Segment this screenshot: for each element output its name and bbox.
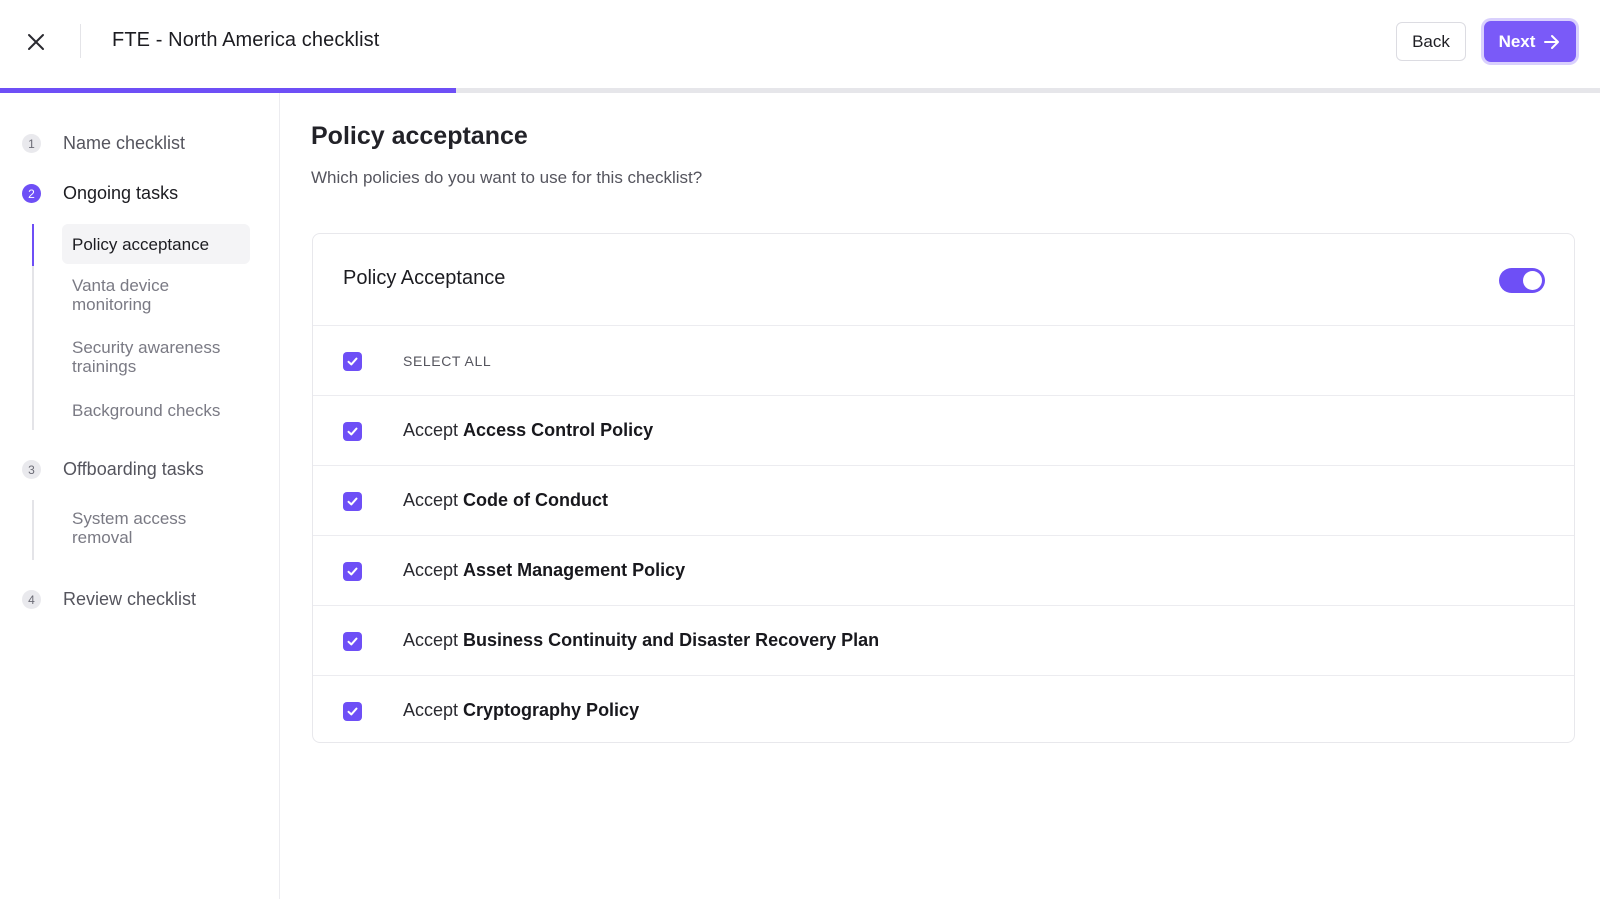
arrow-right-icon [1543, 34, 1561, 50]
checkmark-icon [346, 635, 359, 648]
policy-checkbox[interactable] [343, 702, 362, 721]
select-all-label: SELECT ALL [403, 353, 492, 369]
policy-label [403, 420, 653, 441]
policy-name: Access Control Policy [463, 420, 654, 440]
step-label: Review checklist [63, 589, 197, 609]
next-button[interactable] [1484, 21, 1576, 62]
policy-name: Code of Conduct [463, 490, 609, 510]
checkmark-icon [346, 705, 359, 718]
toggle-knob [1523, 271, 1542, 290]
checkmark-icon [346, 495, 359, 508]
card-header [313, 234, 1574, 326]
policy-row [313, 606, 1574, 676]
substep-vanta-device-monitoring[interactable]: Vanta device monitoring [72, 276, 170, 314]
header-divider [80, 24, 81, 58]
active-substep-indicator [32, 224, 34, 266]
step-label: Offboarding tasks [63, 459, 204, 479]
step-offboarding-tasks[interactable] [22, 459, 204, 480]
policy-row [313, 536, 1574, 606]
back-button[interactable]: Back [1396, 22, 1466, 61]
card-title: Policy Acceptance [343, 267, 506, 289]
accept-prefix: Accept [403, 420, 459, 440]
accept-prefix: Accept [403, 630, 459, 650]
policy-checkbox[interactable] [343, 562, 362, 581]
checkmark-icon [346, 355, 359, 368]
substep-policy-acceptance[interactable]: Policy acceptance [62, 224, 250, 264]
policy-row [313, 396, 1574, 466]
step-number: 2 [22, 184, 41, 203]
policy-acceptance-toggle[interactable] [1499, 268, 1545, 293]
policy-label [403, 560, 685, 581]
steps-sidebar [0, 93, 280, 899]
policy-checkbox[interactable] [343, 422, 362, 441]
accept-prefix: Accept [403, 560, 459, 580]
policy-label [403, 630, 879, 651]
step-label: Name checklist [63, 133, 186, 153]
substep-system-access-removal[interactable]: System access removal [72, 509, 187, 547]
policy-name: Asset Management Policy [463, 560, 686, 580]
policy-name: Business Continuity and Disaster Recovery Plan [463, 630, 880, 650]
accept-prefix: Accept [403, 700, 459, 720]
step-number: 4 [22, 590, 41, 609]
checkmark-icon [346, 425, 359, 438]
policy-checkbox[interactable] [343, 492, 362, 511]
step-ongoing-tasks[interactable] [22, 183, 178, 204]
step-number: 1 [22, 134, 41, 153]
close-icon [27, 33, 45, 51]
substep-security-awareness-trainings[interactable]: Security awareness trainings [72, 338, 221, 376]
substep-background-checks[interactable]: Background checks [72, 401, 221, 420]
policy-row [313, 676, 1574, 746]
step-review-checklist[interactable] [22, 589, 196, 610]
step-label: Ongoing tasks [63, 183, 179, 203]
policy-row [313, 466, 1574, 536]
page-subtitle: Which policies do you want to use for this checklist? [311, 168, 703, 187]
policy-name: Cryptography Policy [463, 700, 640, 720]
step-number: 3 [22, 460, 41, 479]
close-button[interactable] [22, 28, 50, 56]
substeps-rail [32, 500, 34, 560]
policy-checkbox[interactable] [343, 632, 362, 651]
page-title: Policy acceptance [311, 122, 528, 150]
policy-acceptance-card [312, 233, 1575, 743]
checkmark-icon [346, 565, 359, 578]
substeps-rail [32, 224, 34, 430]
policy-label [403, 700, 639, 721]
top-bar [0, 0, 1600, 88]
next-button-label: Next [1498, 31, 1536, 51]
select-all-checkbox[interactable] [343, 352, 362, 371]
policy-label [403, 490, 608, 511]
checklist-title: FTE - North America checklist [112, 29, 380, 51]
accept-prefix: Accept [403, 490, 459, 510]
select-all-row [313, 326, 1574, 396]
step-name-checklist[interactable] [22, 133, 185, 154]
